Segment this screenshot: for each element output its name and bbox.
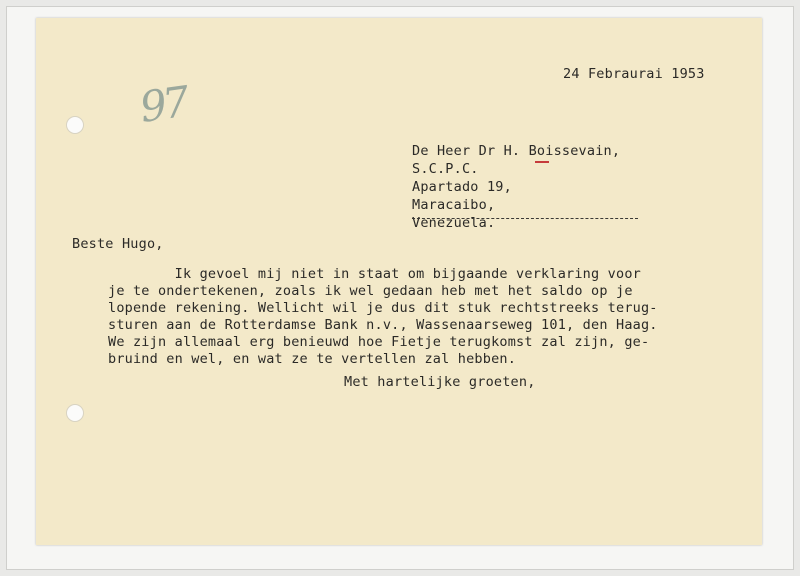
red-ink-mark <box>535 161 549 163</box>
address-line-1: De Heer Dr H. Boissevain, <box>412 143 621 159</box>
pencil-note: 97 <box>136 77 189 132</box>
punch-hole-bottom <box>66 404 84 422</box>
address-line-5: Venezuela. <box>412 215 496 231</box>
body-line-3: lopende rekening. Wellicht wil je dus dit stuk rechtstreeks terug- <box>108 300 658 316</box>
body-line-4: sturen aan de Rotterdamse Bank n.v., Wassenaarseweg 101, den Haag. <box>108 317 658 333</box>
body-line-1: Ik gevoel mij niet in staat om bijgaande verklaring voor <box>108 266 641 282</box>
punch-hole-top <box>66 116 84 134</box>
address-underline <box>412 218 638 219</box>
body-line-5: We zijn allemaal erg benieuwd hoe Fietje terugkomst zal zijn, ge- <box>108 334 650 350</box>
letter-date: 24 Febraurai 1953 <box>563 66 705 82</box>
address-line-3: Apartado 19, <box>412 179 512 195</box>
address-line-2: S.C.P.C. <box>412 161 479 177</box>
address-line-4: Maracaibo, <box>412 197 496 213</box>
closing: Met hartelijke groeten, <box>344 374 536 390</box>
salutation: Beste Hugo, <box>72 236 164 252</box>
body-line-2: je te ondertekenen, zoals ik wel gedaan heb met het saldo op je <box>108 283 633 299</box>
body-line-6: bruind en wel, en wat ze te vertellen zal hebben. <box>108 351 517 367</box>
